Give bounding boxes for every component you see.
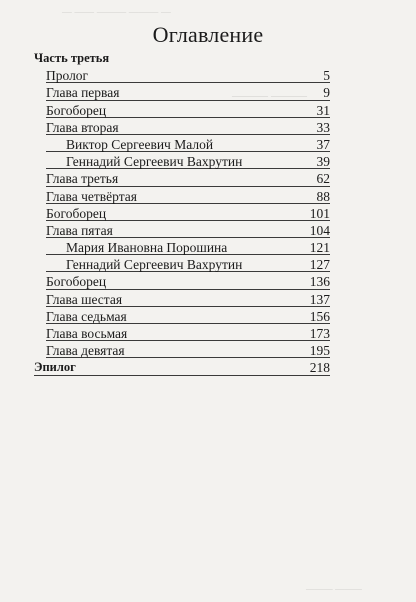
toc-entry-label: Глава первая bbox=[46, 85, 120, 101]
toc-entry-label: Эпилог bbox=[34, 360, 76, 375]
toc-entry bbox=[34, 342, 330, 359]
toc-entry-label: Богоборец bbox=[46, 274, 107, 290]
toc-entry-label: Часть третья bbox=[34, 51, 110, 65]
toc-entry-page-number: 218 bbox=[309, 360, 330, 376]
toc-entry-label: Геннадий Сергеевич Вахрутин bbox=[66, 154, 243, 170]
show-through-text-middle: ——— ——— bbox=[232, 88, 307, 102]
toc-entry-label: Пролог bbox=[46, 68, 89, 84]
toc-entry bbox=[34, 84, 330, 101]
toc-entry-underline bbox=[46, 82, 330, 83]
toc-entry-label: Глава пятая bbox=[46, 222, 113, 238]
toc-entry-page-number: 173 bbox=[309, 326, 330, 341]
toc-entry-page-number: 127 bbox=[309, 257, 330, 273]
toc-entry-page-number: 33 bbox=[316, 119, 330, 135]
toc-entry-page-number: 121 bbox=[309, 240, 330, 256]
toc-entry bbox=[34, 325, 330, 342]
toc-entry bbox=[34, 50, 330, 67]
toc-entry-label: Глава третья bbox=[46, 171, 119, 187]
toc-entry-underline bbox=[34, 375, 330, 376]
toc-entry bbox=[34, 188, 330, 205]
toc-entry-label: Глава четвёртая bbox=[46, 188, 137, 204]
toc-entry-label: Глава шестая bbox=[46, 291, 123, 307]
toc-entry bbox=[34, 291, 330, 308]
toc-entry-page-number: 39 bbox=[316, 154, 330, 170]
toc-entry bbox=[34, 67, 330, 84]
toc-entry-label: Мария Ивановна Порошина bbox=[66, 240, 228, 256]
show-through-text-bottom: ——— ——— bbox=[306, 584, 362, 595]
toc-entry-label: Геннадий Сергеевич Вахрутин bbox=[66, 257, 243, 273]
toc-entry-page-number: 88 bbox=[316, 188, 330, 204]
toc-entry-page-number: 37 bbox=[316, 136, 330, 152]
toc-entry bbox=[34, 205, 330, 222]
toc-title: Оглавление bbox=[152, 22, 264, 47]
toc-entry bbox=[34, 153, 330, 170]
toc-entry-label: Богоборец bbox=[46, 205, 107, 221]
toc-entry-page-number: 101 bbox=[309, 205, 330, 221]
toc-entry-page-number: 195 bbox=[309, 343, 330, 359]
table-of-contents bbox=[34, 50, 330, 377]
toc-entry-label: Глава седьмая bbox=[46, 308, 127, 324]
toc-entry bbox=[34, 102, 330, 119]
toc-entry-page-number: 62 bbox=[316, 171, 330, 187]
toc-entry bbox=[34, 359, 330, 376]
toc-entry-label: Виктор Сергеевич Малой bbox=[66, 136, 214, 152]
toc-entry-page-number: 104 bbox=[309, 222, 330, 238]
toc-entry bbox=[34, 136, 330, 153]
toc-entry bbox=[34, 273, 330, 290]
toc-entry bbox=[34, 256, 330, 273]
toc-entry bbox=[34, 308, 330, 325]
toc-entry bbox=[34, 119, 330, 136]
toc-entry bbox=[34, 239, 330, 256]
toc-entry-page-number: 136 bbox=[309, 274, 330, 290]
toc-entry-label: Глава восьмая bbox=[46, 326, 128, 341]
toc-entry-page-number: 5 bbox=[323, 68, 330, 84]
toc-entry-label: Глава вторая bbox=[46, 119, 119, 135]
toc-entry-page-number: 31 bbox=[316, 102, 330, 118]
toc-entry-label: Богоборец bbox=[46, 102, 107, 118]
toc-entry-page-number: 137 bbox=[309, 291, 330, 307]
toc-entry bbox=[34, 222, 330, 239]
show-through-text-top: — —— ——— ——— — bbox=[62, 6, 171, 18]
toc-entry-label: Глава девятая bbox=[46, 343, 125, 359]
toc-entry bbox=[34, 170, 330, 187]
toc-entry-page-number: 156 bbox=[309, 308, 330, 324]
toc-entry-page-number: 9 bbox=[323, 85, 330, 101]
